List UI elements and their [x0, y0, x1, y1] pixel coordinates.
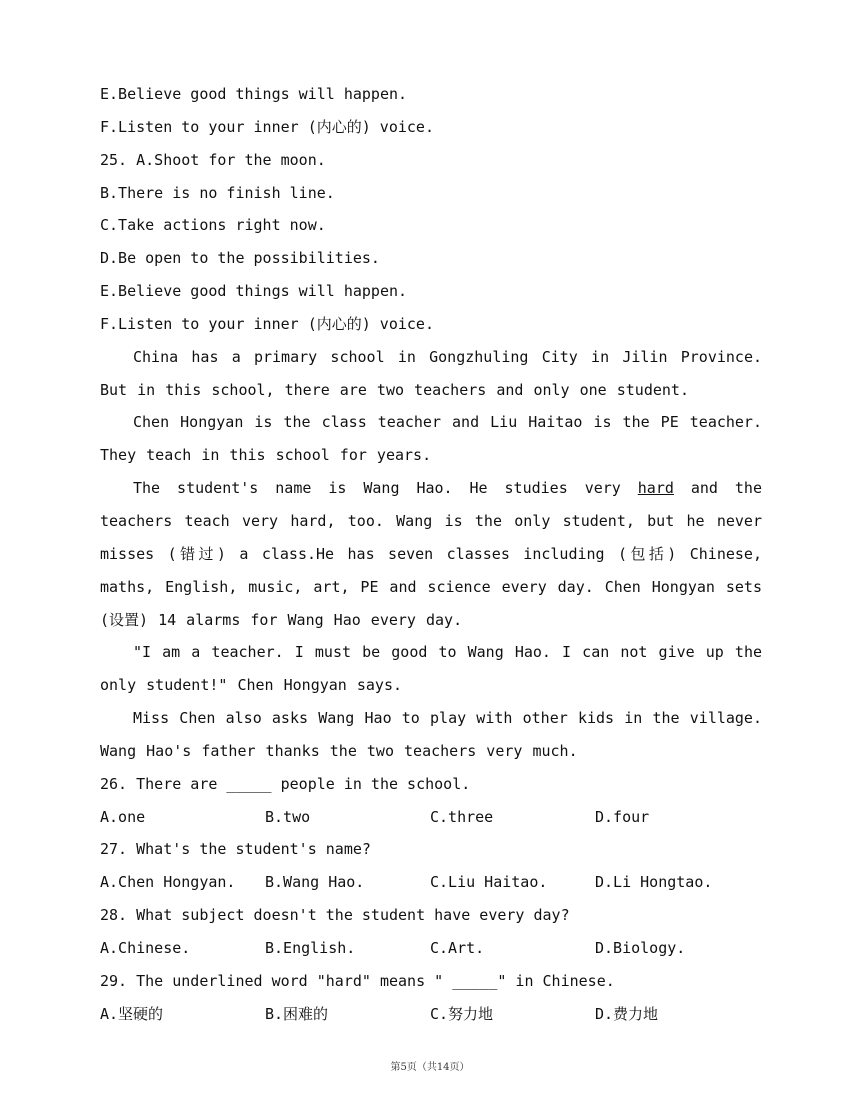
option-row	[100, 998, 762, 1031]
passage-text: The student's name is Wang Hao. He studies very	[133, 479, 638, 498]
option-a: A.Chinese.	[100, 938, 191, 957]
question-stem: 26. There are _____ people in the school.	[100, 774, 471, 793]
question-stem: 25. A.Shoot for the moon.	[100, 150, 326, 169]
option-line: E.Believe good things will happen.	[100, 85, 408, 103]
option-d: D.费力地	[595, 1004, 659, 1023]
option-d: D.Biology.	[595, 938, 686, 957]
question-stem: 29. The underlined word "hard" means " _____" in Chinese.	[100, 971, 615, 990]
question-stem: 28. What subject doesn't the student have every day?	[100, 906, 570, 925]
passage-paragraph: "I am a teacher. I must be good to Wang Hao. I can not give up the only student!" Chen Hongyan says.	[100, 643, 762, 695]
option-line: B.There is no finish line.	[100, 183, 335, 202]
passage-paragraph: Chen Hongyan is the class teacher and Liu Haitao is the PE teacher. They teach in this school for years.	[100, 413, 762, 465]
option-a: A.one	[100, 807, 146, 826]
option-line: F.Listen to your inner (内心的) voice.	[100, 314, 434, 333]
option-a: A.Chen Hongyan.	[100, 873, 236, 892]
option-d: D.four	[595, 807, 650, 826]
option-row	[100, 932, 762, 965]
option-line: F.Listen to your inner (内心的) voice.	[100, 117, 434, 136]
option-c: C.Art.	[430, 938, 485, 957]
option-c: C.Liu Haitao.	[430, 873, 548, 892]
option-b: B.Wang Hao.	[265, 873, 365, 892]
option-line: D.Be open to the possibilities.	[100, 249, 380, 268]
passage-paragraph: China has a primary school in Gongzhuling City in Jilin Province. But in this school, there are two teachers and only one student.	[100, 347, 762, 399]
option-b: B.two	[265, 807, 311, 826]
option-line: E.Believe good things will happen.	[100, 282, 408, 301]
option-line: C.Take actions right now.	[100, 216, 326, 235]
option-b: B.困难的	[265, 1004, 329, 1023]
passage-text: and the teachers teach very hard, too. Wang is the only student, but he never misses (错过) a class.He has seven classes including (包括) Chinese, maths, English, music, art, PE and science every day. Chen Hongyan sets (设置) 14 alarms for Wang Hao every day.	[100, 479, 762, 629]
option-a: A.坚硬的	[100, 1004, 164, 1023]
page-footer: 第5页（共14页）	[390, 1062, 470, 1073]
option-d: D.Li Hongtao.	[595, 873, 713, 892]
passage-paragraph: Miss Chen also asks Wang Hao to play with other kids in the village. Wang Hao's father thanks the two teachers very much.	[100, 709, 762, 760]
option-c: C.three	[430, 807, 494, 826]
passage-paragraph	[100, 472, 762, 636]
underlined-word: hard	[637, 479, 674, 498]
option-row	[100, 801, 762, 834]
question-stem: 27. What's the student's name?	[100, 840, 371, 859]
option-row	[100, 866, 762, 899]
page-content	[100, 78, 762, 1030]
option-c: C.努力地	[430, 1004, 494, 1023]
option-b: B.English.	[265, 938, 356, 957]
